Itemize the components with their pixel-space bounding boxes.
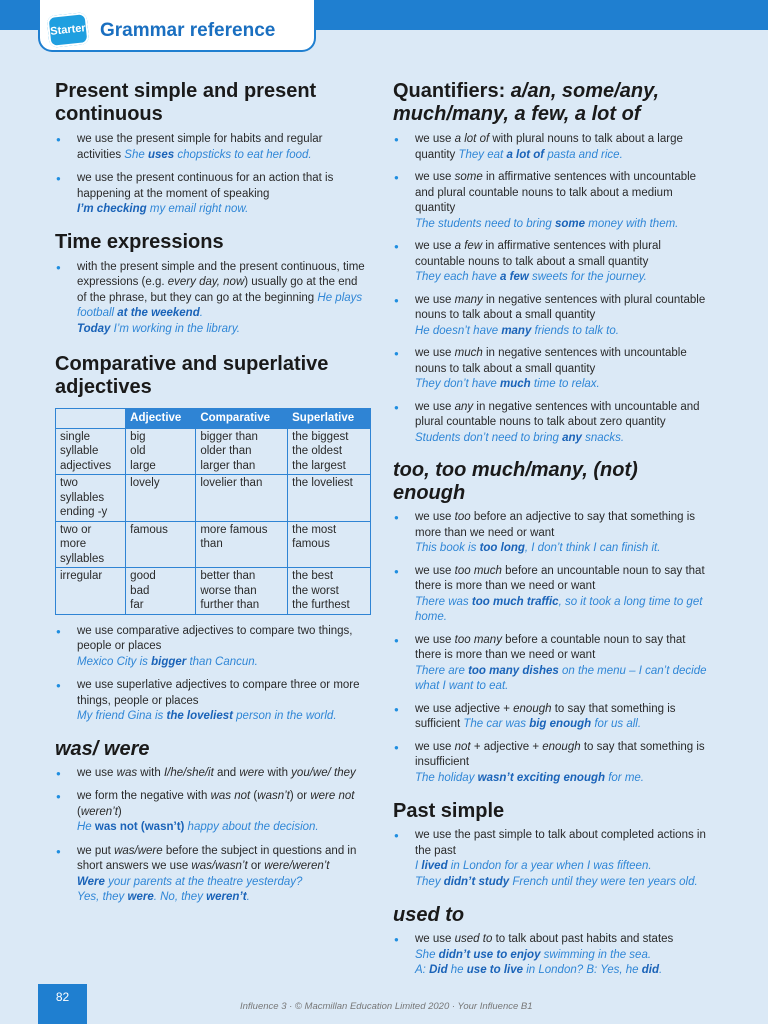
heading-was-were: was/ were: [55, 737, 150, 760]
table-cell-adj: lovely: [126, 475, 196, 522]
table-header: Adjective: [126, 409, 196, 429]
list-item: ● we put was/were before the subject in questions and in short answers we use was/wasn’t or were/weren’t Were your parents at the theatre yesterday? Yes, they were. No, they weren’t.: [55, 844, 367, 906]
table-cell-type: irregular: [56, 568, 126, 615]
heading-used-to: used to: [393, 904, 465, 926]
list-item: ● we use too much before an uncountable noun to say that there is more than we need or want There was too much traffic, so it took a long time to get home.: [393, 564, 708, 626]
list-item: ● we use was with I/he/she/it and were with you/we/ they: [55, 766, 367, 782]
table-cell-sup: the best the worst the furthest: [288, 568, 371, 615]
list-item: ● we use comparative adjectives to compare two things, people or places Mexico City is bigger than Cancun.: [55, 624, 367, 671]
list-item: ● we use too before an adjective to say that something is more than we need or want This book is too long, I don’t think I can finish it.: [393, 510, 708, 557]
section-tab: [38, 0, 316, 52]
list-item: ● we use the present continuous for an action that is happening at the moment of speaking I’m checking my email right now.: [55, 171, 367, 218]
list-item: ● we form the negative with was not (wasn’t) or were not (weren’t) He was not (wasn’t) happy about the decision.: [55, 789, 367, 836]
adjectives-table: [55, 408, 371, 615]
table-row: [56, 475, 371, 522]
table-cell-sup: the most famous: [288, 521, 371, 568]
table-row: [56, 568, 371, 615]
table-header-blank: [56, 409, 126, 429]
table-row: [56, 521, 371, 568]
list-item: ● we use the present simple for habits and regular activities She uses chopsticks to eat her food.: [55, 132, 367, 163]
table-cell-sup: the loveliest: [288, 475, 371, 522]
table-cell-comp: more famous than: [196, 521, 288, 568]
list-item: ● we use many in negative sentences with plural countable nouns to talk about a small quantity He doesn’t have many friends to talk to.: [393, 293, 708, 340]
table-cell-comp: lovelier than: [196, 475, 288, 522]
left-column: [55, 80, 367, 906]
table-header: Comparative: [196, 409, 288, 429]
heading-comparatives: Comparative and superlative adjectives: [55, 353, 329, 398]
heading-time-expressions: Time expressions: [55, 230, 224, 253]
table-cell-sup: the biggest the oldest the largest: [288, 428, 371, 475]
table-cell-adj: famous: [126, 521, 196, 568]
table-cell-comp: better than worse than further than: [196, 568, 288, 615]
list-item: ● we use adjective + enough to say that something is sufficient The car was big enough for us all.: [393, 702, 708, 733]
heading-too-enough: too, too much/many, (not) enough: [393, 459, 638, 504]
heading-present-simple: Present simple and present continuous: [55, 80, 317, 125]
page-title: Grammar reference: [100, 20, 276, 41]
heading-past-simple: Past simple: [393, 800, 505, 822]
list-item: ● we use much in negative sentences with uncountable nouns to talk about a small quantity They don’t have much time to relax.: [393, 346, 708, 393]
list-item: ● we use too many before a countable noun to say that there is more than we need or want There are too many dishes on the menu – I can’t decide what I want to eat.: [393, 633, 708, 695]
table-cell-adj: good bad far: [126, 568, 196, 615]
starter-badge: Starter: [46, 12, 89, 48]
list-item: ● we use used to to talk about past habits and states She didn’t use to enjoy swimming in the sea. A: Did he use to live in London? B: Yes, he did.: [393, 932, 708, 979]
table-cell-type: two or more syllables: [56, 521, 126, 568]
table-cell-type: single syllable adjectives: [56, 428, 126, 475]
list-item: ● with the present simple and the present continuous, time expressions (e.g. every day, now) usually go at the end of the phrase, but they can go at the beginning He plays football at the weekend. Today I’m working in the library.: [55, 260, 367, 338]
list-item: ● we use the past simple to talk about completed actions in the past I lived in London for a year when I was fifteen. They didn’t study French until they were ten years old.: [393, 828, 708, 890]
table-cell-adj: big old large: [126, 428, 196, 475]
heading-quantifiers: Quantifiers: a/an, some/any, much/many, a few, a lot of: [393, 80, 660, 125]
list-item: ● we use any in negative sentences with uncountable and plural countable nouns to talk about zero quantity Students don’t need to bring any snacks.: [393, 400, 708, 447]
list-item: ● we use a lot of with plural nouns to talk about a large quantity They eat a lot of pasta and rice.: [393, 132, 708, 163]
footer-credit: Influence 3 · © Macmillan Education Limited 2020 · Your Influence B1: [240, 1001, 533, 1012]
page-number: 82: [38, 984, 87, 1024]
table-cell-comp: bigger than older than larger than: [196, 428, 288, 475]
table-row: [56, 428, 371, 475]
right-column: [393, 80, 708, 979]
list-item: ● we use a few in affirmative sentences with plural countable nouns to talk about a small quantity They each have a few sweets for the journey.: [393, 239, 708, 286]
list-item: ● we use some in affirmative sentences with uncountable and plural countable nouns to talk about a medium quantity The students need to bring some money with them.: [393, 170, 708, 232]
table-header: Superlative: [288, 409, 371, 429]
table-cell-type: two syllables ending -y: [56, 475, 126, 522]
list-item: ● we use superlative adjectives to compare three or more things, people or places My friend Gina is the loveliest person in the world.: [55, 678, 367, 725]
list-item: ● we use not + adjective + enough to say that something is insufficient The holiday wasn’t exciting enough for me.: [393, 740, 708, 787]
